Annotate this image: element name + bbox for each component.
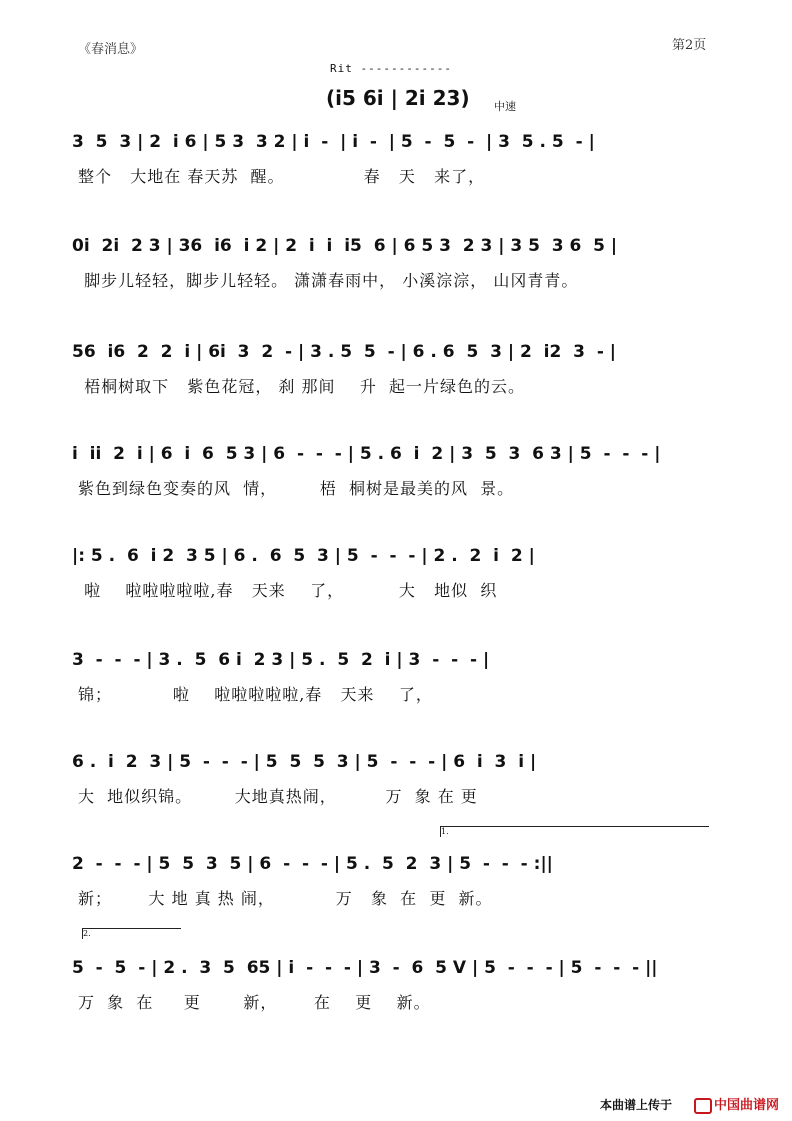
ritardando-mark: Rit ------------ — [330, 62, 452, 75]
lyric-line: 整个 大地在 春天苏 醒。 春 天 来了， — [78, 167, 486, 186]
notation-line: 3 5 3 | 2 i 6 | 5 3 3 2 | i - | i - | 5 - 5 - | 3 5 . 5 - | — [72, 132, 595, 152]
lyric-line: 万 象 在 更 新， 在 更 新。 — [78, 993, 431, 1012]
notation-line: 6 . i 2 3 | 5 - - - | 5 5 5 3 | 5 - - - | 6 i 3 i | — [72, 752, 537, 772]
intro-notes: (i5 6i | 2i 23) — [326, 86, 470, 110]
lyric-line: 锦； 啦 啦啦啦啦啦,春 天来 了， — [78, 685, 433, 704]
tempo-mark: 中速 — [494, 100, 516, 113]
page-number: 第2页 — [672, 38, 707, 53]
volta-first-ending — [440, 826, 709, 837]
volta-second-label: 2. — [83, 929, 91, 938]
notation-line: 5 - 5 - | 2 . 3 5 65 | i - - - | 3 - 6 5 V | 5 - - - | 5 - - - || — [72, 958, 658, 978]
logo-icon — [694, 1098, 712, 1114]
notation-line: 56 i6 2 2 i | 6i 3 2 - | 3 . 5 5 - | 6 . 6 5 3 | 2 i2 3 - | — [72, 342, 617, 362]
notation-line: |: 5 . 6 i 2 3 5 | 6 . 6 5 3 | 5 - - - | 2 . 2 i 2 | — [72, 546, 535, 566]
site-name: 中国曲谱网 — [714, 1098, 780, 1113]
song-title: 《春消息》 — [78, 42, 144, 57]
volta-first-label: 1. — [441, 827, 449, 836]
notation-line: i ii 2 i | 6 i 6 5 3 | 6 - - - | 5 . 6 i 2 | 3 5 3 6 3 | 5 - - - | — [72, 444, 661, 464]
lyric-line: 梧桐树取下 紫色花冠， 刹 那间 升 起一片绿色的云。 — [78, 377, 526, 396]
lyric-line: 啦 啦啦啦啦啦,春 天来 了， 大 地似 织 — [78, 581, 498, 600]
volta-second-ending — [82, 928, 181, 939]
lyric-line: 新； 大 地 真 热 闹， 万 象 在 更 新。 — [78, 889, 493, 908]
footer-upload-text: 本曲谱上传于 — [600, 1098, 673, 1112]
site-logo[interactable] — [694, 1094, 779, 1114]
lyric-line: 大 地似织锦。 大地真热闹， 万 象 在 更 — [78, 787, 478, 806]
notation-line: 3 - - - | 3 . 5 6 i 2 3 | 5 . 5 2 i | 3 - - - | — [72, 650, 490, 670]
lyric-line: 紫色到绿色变奏的风 情， 梧 桐树是最美的风 景。 — [78, 479, 515, 498]
notation-line: 0i 2i 2 3 | 36 i6 i 2 | 2 i i i5 6 | 6 5 3 2 3 | 3 5 3 6 5 | — [72, 236, 618, 256]
notation-line: 2 - - - | 5 5 3 5 | 6 - - - | 5 . 5 2 3 | 5 - - - :|| — [72, 854, 553, 874]
lyric-line: 脚步儿轻轻，脚步儿轻轻。 潇潇春雨中， 小溪淙淙， 山冈青青。 — [78, 271, 579, 290]
